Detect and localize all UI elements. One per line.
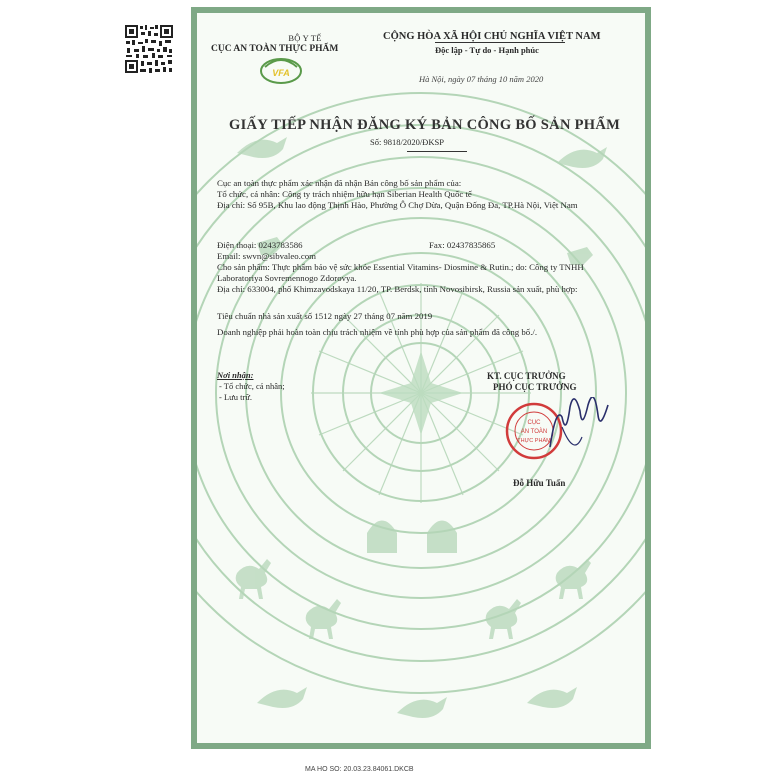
- fax-line: Fax: 02437835865: [429, 240, 496, 250]
- organization-line: Tổ chức, cá nhân: Công ty trách nhiệm hữu hạn Siberian Health Quốc tế: [217, 189, 472, 199]
- country-name: CỘNG HÒA XÃ HỘI CHỦ NGHĨA VIỆT NAM: [383, 31, 601, 42]
- vfa-logo-icon: [259, 57, 303, 85]
- document-title: GIẤY TIẾP NHẬN ĐĂNG KÝ BẢN CÔNG BỐ SẢN PHẨM: [229, 117, 621, 133]
- ministry-name: BỘ Y TẾ: [288, 33, 322, 43]
- product-line: Cho sản phẩm: Thực phẩm bảo vệ sức khỏe Essential Vitamins- Diosmine & Rutin.; do: Công ty TNHH Laboratoriya Sovremennogo Zdorovya.: [217, 262, 584, 283]
- responsibility-line: Doanh nghiệp phải hoàn toàn chịu trách nhiệm về tính phù hợp của sản phẩm đã công bố./.: [217, 327, 538, 337]
- svg-text:THỰC PHẨM: THỰC PHẨM: [517, 438, 551, 444]
- document-number: Số: 9818/2020/ĐKSP: [370, 137, 444, 147]
- manufacturer-address-line: Địa chỉ: 633004, phố Khimzavodskaya 11/20, TP. Berdsk, tỉnh Novosibirsk, Russia sản xuất, phù hợp:: [217, 284, 578, 294]
- email-line: Email: swvn@sibvaleo.com: [217, 251, 316, 261]
- intro-text: Cục an toàn thực phẩm xác nhận đã nhận Bản công bố sản phẩm của:: [217, 178, 462, 188]
- address-line: Địa chỉ: Số 95B, Khu lao động Thịnh Hào, Phường Ô Chợ Dừa, Quận Đống Đa, TP.Hà Nội, Việt Nam: [217, 200, 578, 210]
- official-stamp-icon: [502, 397, 612, 467]
- svg-text:AN TOÀN: AN TOÀN: [520, 429, 548, 435]
- standard-line: Tiêu chuẩn nhà sản xuất số 1512 ngày 27 tháng 07 năm 2019: [217, 311, 433, 321]
- issue-date: Hà Nội, ngày 07 tháng 10 năm 2020: [419, 74, 544, 84]
- recipients-label: Nơi nhận:: [217, 370, 254, 380]
- signatory-title: KT. CỤC TRƯỞNG: [487, 371, 566, 381]
- agency-name: CỤC AN TOÀN THỰC PHẨM: [211, 44, 339, 54]
- recipient-item: - Tổ chức, cá nhân;: [219, 381, 285, 391]
- signer-name: Đỗ Hữu Tuấn: [513, 478, 566, 488]
- document-code: MA HO SO: 20.03.23.84061.DKCB: [305, 766, 414, 773]
- national-motto: Độc lập - Tự do - Hạnh phúc: [435, 45, 539, 55]
- qr-code-icon: [124, 24, 174, 74]
- certificate: [191, 7, 651, 749]
- recipient-item: - Lưu trữ.: [219, 392, 253, 402]
- signatory-subtitle: PHÓ CỤC TRƯỞNG: [493, 382, 577, 392]
- phone-line: Điện thoại: 0243783586: [217, 240, 303, 250]
- svg-text:CỤC: CỤC: [527, 420, 541, 426]
- svg-text:VFA: VFA: [272, 68, 290, 78]
